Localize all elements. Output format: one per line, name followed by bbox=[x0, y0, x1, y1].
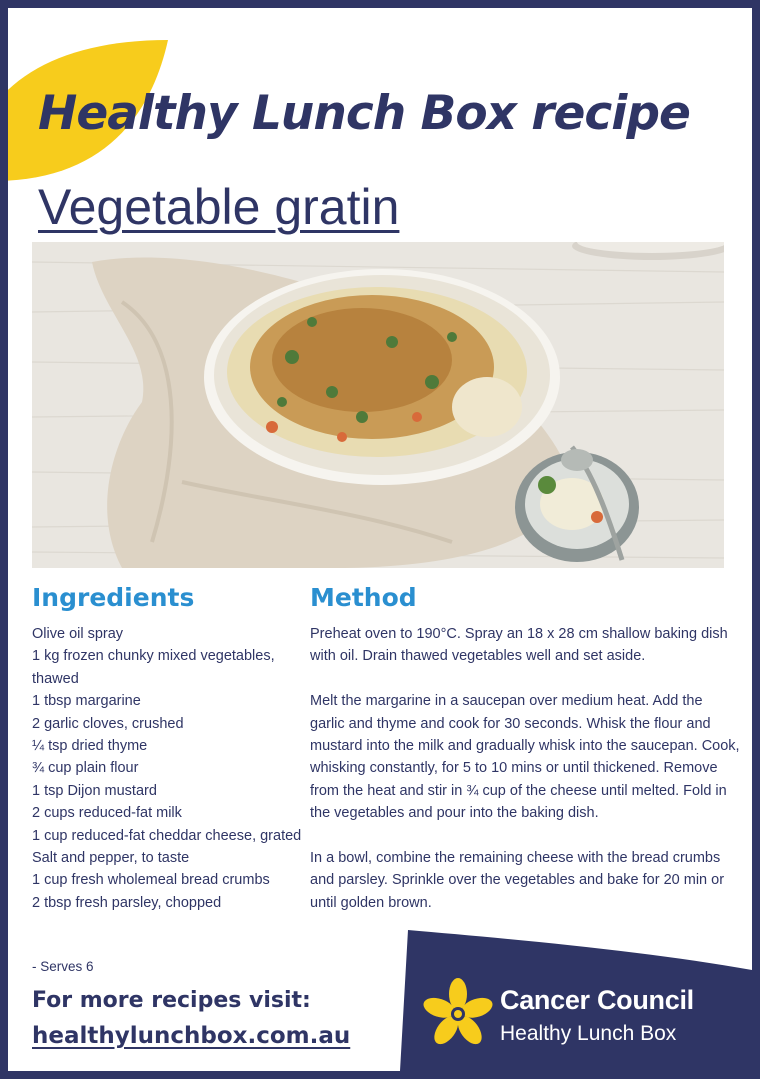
recipe-title: Vegetable gratin bbox=[38, 179, 400, 235]
method-step: In a bowl, combine the remaining cheese with the bread crumbs and parsley. Sprinkle over the vegetables and bake for 20 min or until golden brown. bbox=[310, 850, 725, 911]
method-steps bbox=[310, 623, 740, 937]
recipe-page bbox=[8, 8, 752, 1071]
ingredient-item: 1 kg frozen chunky mixed vegetables, thawed bbox=[32, 648, 275, 687]
ingredient-item: Salt and pepper, to taste bbox=[32, 850, 190, 867]
ingredients-heading: Ingredients bbox=[32, 583, 195, 612]
method-step: Preheat oven to 190°C. Spray an 18 x 28 cm shallow baking dish with oil. Drain thawed vegetables well and set aside. bbox=[310, 626, 728, 665]
ingredient-list bbox=[32, 623, 302, 914]
ingredient-item: ¾ cup plain flour bbox=[32, 760, 139, 777]
brand-panel bbox=[400, 930, 752, 1071]
method-step: Melt the margarine in a saucepan over medium heat. Add the garlic and thyme and cook for 30 seconds. Whisk the flour and mustard into the milk and gradually whisk into the saucepan. Cook, whisking constantly, for 5 to 10 mins or until thickened. Remove from the heat and stir in ¾ cup of the cheese until melted. Fold in the vegetables and pour into the baking dish. bbox=[310, 693, 740, 822]
ingredient-item: 1 cup reduced-fat cheddar cheese, grated bbox=[32, 827, 302, 844]
recipe-photo bbox=[32, 242, 724, 568]
ingredient-item: 1 tsp Dijon mustard bbox=[32, 782, 157, 799]
brand-subtitle: Healthy Lunch Box bbox=[500, 1022, 677, 1045]
serves-note: - Serves 6 bbox=[32, 959, 94, 974]
ingredient-item: Olive oil spray bbox=[32, 626, 124, 642]
website-link[interactable]: healthylunchbox.com.au bbox=[32, 1023, 351, 1049]
ingredient-item: 1 tbsp margarine bbox=[32, 693, 141, 710]
method-heading: Method bbox=[310, 583, 417, 612]
ingredient-item: 1 cup fresh wholemeal bread crumbs bbox=[32, 872, 270, 889]
ingredient-item: ¼ tsp dried thyme bbox=[32, 738, 148, 755]
more-recipes-label: For more recipes visit: bbox=[32, 988, 311, 1013]
page-headline: Healthy Lunch Box recipe bbox=[38, 86, 690, 141]
ingredient-item: 2 garlic cloves, crushed bbox=[32, 715, 184, 732]
ingredient-item: 2 cups reduced-fat milk bbox=[32, 805, 182, 822]
ingredient-item: 2 tbsp fresh parsley, chopped bbox=[32, 894, 222, 911]
brand-name: Cancer Council bbox=[500, 985, 694, 1015]
daffodil-icon bbox=[422, 978, 494, 1050]
